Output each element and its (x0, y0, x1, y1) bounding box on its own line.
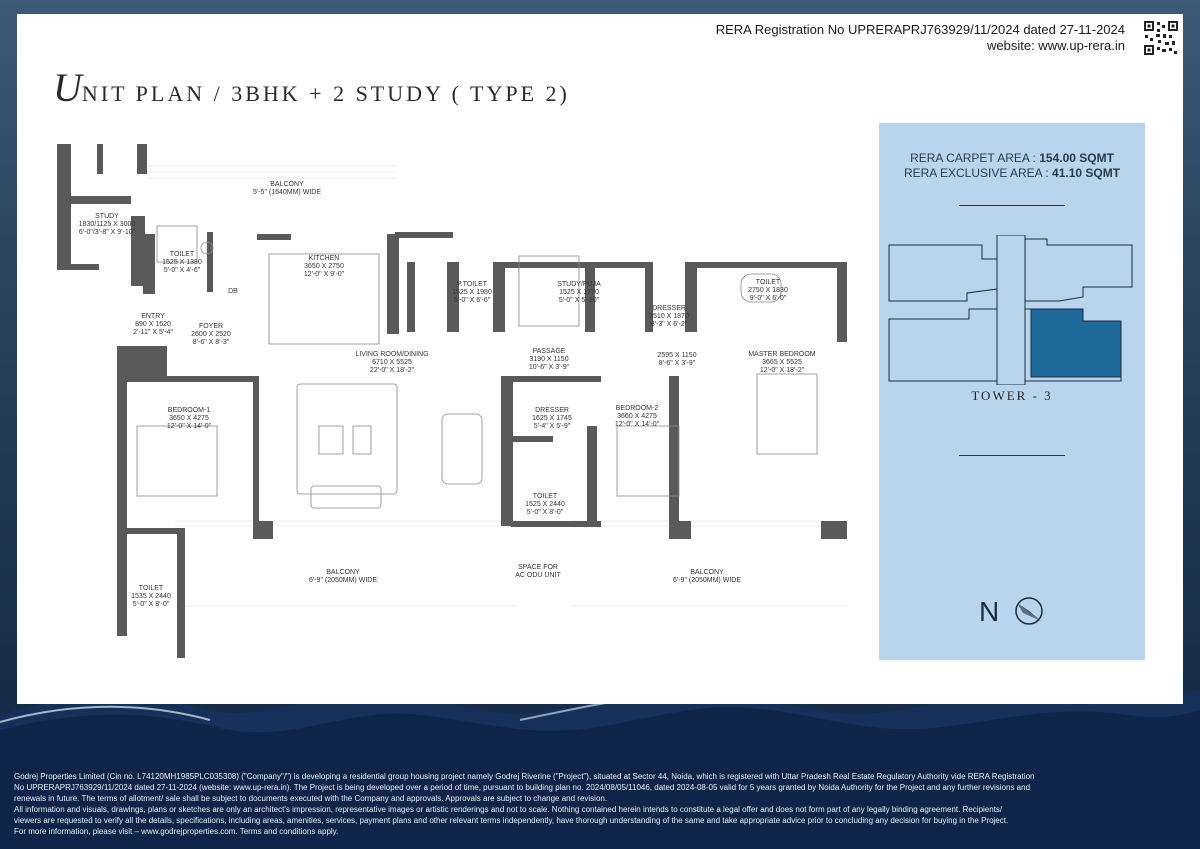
rera-registration-text: RERA Registration No UPRERAPRJ763929/11/2024 dated 27-11-2024 (715, 22, 1125, 37)
highlighted-unit (1031, 309, 1121, 377)
dresser-master-dim-ft: 8'-3" X 6'-2" (650, 321, 688, 328)
master-bedroom-label: MASTER BEDROOM (748, 351, 816, 358)
disclaimer-line: All information and visuals, drawings, plans or sketches are only an architect's impression, representative images or artistic renderings and not to scale. Nothing contained herein intends to constitute a legal offer and does not form part of any legally binding agreement. Recipients/ (14, 805, 1003, 814)
disclaimer-line: For more information, please visit – www.godrejproperties.com. Terms and conditions apply. (14, 827, 339, 836)
disclaimer-line: viewers are requested to verify all the details, specifications, including areas, amenities, services, payment plans and other relevant terms independently, have thorough understanding of the same and take appropriate advice prior to concluding any decision for buying in the Project. (14, 816, 1009, 825)
divider (959, 455, 1065, 456)
bedroom2-dim-mm: 3660 X 4275 (617, 413, 657, 420)
study-puja-label: STUDY/PUJA (557, 281, 601, 288)
legal-disclaimer (14, 771, 1186, 837)
kitchen-dim-ft: 12'-0" X 9'-0" (303, 271, 345, 278)
foyer-label: FOYER (198, 323, 224, 330)
kitchen-label: KITCHEN (308, 255, 340, 262)
bedroom1-dim-mm: 3650 X 4275 (169, 415, 209, 422)
kitchen-dim-mm: 3650 X 2750 (304, 263, 344, 270)
balcony-left-dim: 6'-9" (2050MM) WIDE (308, 577, 378, 584)
toilet-b2-dim-ft: 5'-0" X 8'-0" (526, 509, 564, 516)
carpet-area-label: RERA CARPET AREA : (910, 151, 1040, 165)
bedroom1-dim-ft: 12'-0" X 14'-0" (166, 423, 212, 430)
study-puja-dim-ft: 5'-0" X 5'-10" (558, 297, 600, 304)
toilet-study-dim-ft: 5'-0" X 4'-6" (163, 267, 201, 274)
toilet-b2-dim-mm: 1525 X 2440 (525, 501, 565, 508)
toilet-master-label: TOILET (755, 279, 781, 286)
rera-registration-block (716, 22, 1125, 54)
living-dining-dim-mm: 6710 X 5525 (372, 359, 412, 366)
passage-label: PASSAGE (532, 348, 566, 355)
toilet-master-dim-mm: 2750 X 1830 (748, 287, 788, 294)
db-label: DB (228, 288, 238, 295)
bedroom2-label: BEDROOM-2 (615, 405, 659, 412)
passage2-dim-ft: 8'-6" X 3'-9" (658, 360, 696, 367)
ac-space-label-1: SPACE FOR (518, 564, 558, 571)
entry-dim-ft: 2'-11" X 5'-4" (133, 329, 173, 336)
area-block (879, 151, 1145, 181)
balcony-right-dim: 6'-9" (2050MM) WIDE (672, 577, 742, 584)
p-toilet-label: P.TOILET (456, 281, 488, 288)
study-dim-ft: 6'-0"/3'-8" X 9'-10" (78, 229, 136, 236)
foyer-dim-ft: 8'-6" X 8'-3" (192, 339, 230, 346)
toilet-b1-dim-ft: 5'-0" X 8'-0" (132, 601, 170, 608)
exclusive-area-value: 41.10 SQMT (1052, 166, 1121, 180)
dresser-master-dim-mm: 2510 X 1870 (649, 313, 689, 320)
plan-furniture (137, 226, 817, 508)
north-arrow-icon (979, 591, 1049, 631)
entry-label: ENTRY (141, 313, 165, 320)
disclaimer-line: Godrej Properties Limited (Cin no. L74120MH1985PLC035308) ("Company"/") is developing a residential group housing project namely Godrej Riverine ("Project"), situated at Sector 44, Noida, which is registered with Uttar Pradesh Real Estate Regulatory Authority vide RERA Registration (14, 772, 1035, 781)
p-toilet-dim-mm: 1525 X 1980 (452, 289, 492, 296)
divider (959, 205, 1065, 206)
floor-plan (57, 126, 857, 666)
p-toilet-dim-ft: 5'-0" X 6'-6" (453, 297, 491, 304)
dresser-b2-dim-ft: 5'-4" X 5'-9" (533, 423, 571, 430)
toilet-b1-label: TOILET (138, 585, 164, 592)
master-bedroom-dim-mm: 3665 X 5525 (762, 359, 802, 366)
plan-sheet (17, 14, 1183, 704)
balcony-right-label: BALCONY (690, 569, 724, 576)
tower-key-plan (887, 235, 1137, 385)
area-info-panel (879, 123, 1145, 660)
rera-website-text: website: www.up-rera.in (987, 38, 1125, 53)
passage-dim-ft: 10'-6" X 3'-9" (528, 364, 570, 371)
passage-dim-mm: 3190 X 1150 (529, 356, 569, 363)
exclusive-area-label: RERA EXCLUSIVE AREA : (903, 166, 1053, 180)
page-title (53, 64, 570, 111)
disclaimer-line: No UPRERAPRJ763929/11/2024 dated 27-11-2024 (website: www.up-rera.in). The Project is being developed over a period of time, pursuant to building plan no. 2024/08/05/11046, dated 2024-08-05 valid for 5 years granted by Noida Authority for the Project and any further revisions and (14, 783, 1031, 792)
balcony-left-label: BALCONY (326, 569, 360, 576)
toilet-b1-dim-mm: 1535 X 2440 (131, 593, 171, 600)
study-dim-mm: 1830/1125 X 3000 (78, 221, 136, 228)
qr-code-icon (1143, 20, 1179, 56)
dresser-master-label: DRESSER (652, 305, 686, 312)
toilet-study-label: TOILET (169, 251, 195, 258)
toilet-master-dim-ft: 9'-0" X 6'-0" (749, 295, 787, 302)
foyer-dim-mm: 2600 X 2520 (191, 331, 231, 338)
disclaimer-line: renewals in future. The terms of allotment/ sale shall be subject to documents executed with the Company and approvals. Approvals are subject to change and revision. (14, 794, 608, 803)
entry-dim-mm: 890 X 1620 (135, 321, 171, 328)
tower-label: TOWER - 3 (971, 388, 1053, 403)
living-dining-label: LIVING ROOM/DINING (355, 351, 429, 358)
toilet-study-dim-mm: 1525 X 1380 (162, 259, 202, 266)
balcony-top-dim: 5'-5" (1640MM) WIDE (252, 189, 322, 196)
title-text: NIT PLAN / 3BHK + 2 STUDY ( TYPE 2) (81, 81, 570, 106)
balcony-top-label: BALCONY (270, 181, 304, 188)
carpet-area-value: 154.00 SQMT (1039, 151, 1114, 165)
bedroom2-dim-ft: 12'-0" X 14'-0" (614, 421, 660, 428)
passage2-dim-mm: 2595 X 1150 (657, 352, 697, 359)
living-dining-dim-ft: 22'-0" X 18'-2" (369, 367, 415, 374)
plan-hatching (147, 166, 847, 606)
dresser-b2-dim-mm: 1625 X 1745 (532, 415, 572, 422)
study-label: STUDY (95, 213, 119, 220)
ac-space-label-2: AC ODU UNIT (515, 572, 561, 579)
bedroom1-label: BEDROOM-1 (167, 407, 211, 414)
study-puja-dim-mm: 1525 X 1770 (559, 289, 599, 296)
title-initial: U (53, 65, 82, 110)
toilet-b2-label: TOILET (532, 493, 558, 500)
north-label: N (979, 596, 1000, 627)
dresser-b2-label: DRESSER (535, 407, 569, 414)
master-bedroom-dim-ft: 12'-0" X 18'-2" (759, 367, 805, 374)
